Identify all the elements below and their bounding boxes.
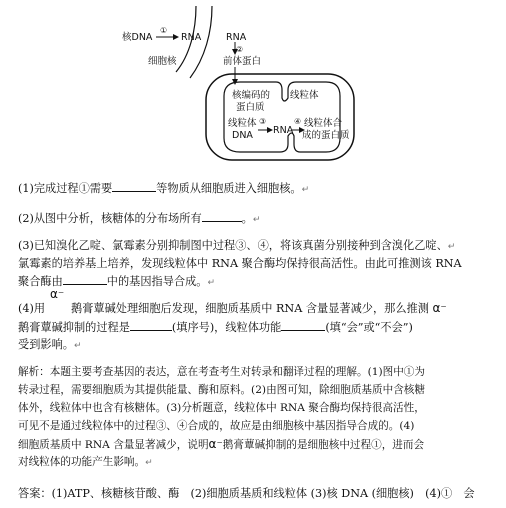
label-nuclear-dna: 核DNA xyxy=(122,32,153,43)
blank-q2 xyxy=(202,210,242,222)
label-mt-protein-1: 线粒体合 xyxy=(304,118,343,129)
analysis-line-4: 可见不是通过线粒体中的过程③、④合成的，故应是由细胞核中基因指导合成的。(4) xyxy=(18,420,415,432)
alpha-superscript: α⁻ xyxy=(50,287,65,301)
label-rna-mito: RNA xyxy=(273,125,294,136)
label-rna-cytoplasm: RNA xyxy=(226,32,247,43)
label-mt-dna-2: DNA xyxy=(232,130,253,141)
label-precursor-protein: 前体蛋白 xyxy=(223,56,262,67)
label-nuclear-encoded-2: 蛋白质 xyxy=(236,102,265,113)
question-3-line-2: 氯霉素的培养基上培养，发现线粒体中 RNA 聚合酶均保持很高活性。由此可推测该 RNA xyxy=(18,257,462,270)
blank-q1 xyxy=(112,180,156,192)
label-mitochondrion: 线粒体 xyxy=(290,90,319,101)
question-4-line-1: (4)用 鹅膏蕈碱处理细胞后发现，细胞质基质中 RNA 含量显著减少，那么推测 α⁻ xyxy=(18,301,447,315)
analysis-line-5: 细胞质基质中 RNA 含量显著减少，说明α⁻鹅膏蕈碱抑制的是细胞核中过程①，进而会 xyxy=(18,437,425,451)
label-mt-dna-1: 线粒体 xyxy=(228,118,257,129)
question-2: (2)从图中分析，核糖体的分布场所有 。↵ xyxy=(18,212,261,225)
label-step3: ③ xyxy=(259,117,267,126)
question-3-line-3: 聚合酶由 中的基因指导合成。↵ xyxy=(18,275,216,288)
question-4-line-3: 受到影响。↵ xyxy=(18,338,82,351)
analysis-line-6: 对线粒体的功能产生影响。↵ xyxy=(18,456,153,468)
label-step2: ② xyxy=(236,45,244,54)
question-4-line-2: 鹅膏蕈碱抑制的过程是 (填序号)，线粒体功能 (填“会”或“不会”) xyxy=(18,321,413,334)
gene-expression-diagram xyxy=(0,0,506,178)
answer-line: 答案：(1)ATP、核糖核苷酸、酶 (2)细胞质基质和线粒体 (3)核 DNA (细胞核) (4)① 会 xyxy=(18,487,475,500)
blank-q4-process xyxy=(130,319,172,331)
label-nucleus: 细胞核 xyxy=(148,56,177,67)
mitochondrion-outer xyxy=(206,74,354,160)
question-3-line-1: (3)已知溴化乙啶、氯霉素分别抑制图中过程③、④，将该真菌分别接种到含溴化乙啶、↵ xyxy=(18,239,456,252)
label-nuclear-encoded-1: 核编码的 xyxy=(232,90,271,101)
question-1: (1)完成过程①需要 等物质从细胞质进入细胞核。↵ xyxy=(18,182,310,195)
label-step1: ① xyxy=(160,26,168,35)
analysis-line-1: 解析：本题主要考查基因的表达，意在考查考生对转录和翻译过程的理解。(1)图中①为 xyxy=(18,366,425,378)
analysis-line-3: 体外，线粒体中也含有核糖体。(3)分析题意，线粒体中 RNA 聚合酶均保持很高活性， xyxy=(18,402,425,414)
blank-q3 xyxy=(63,273,107,285)
analysis-line-2: 转录过程，需要细胞质为其提供能量、酶和原料。(2)由图可知，除细胞质基质中含核糖 xyxy=(18,384,425,396)
blank-q4-function xyxy=(281,319,325,331)
label-rna-nucleus: RNA xyxy=(181,32,202,43)
label-step4: ④ xyxy=(294,117,302,126)
label-mt-protein-2: 成的蛋白质 xyxy=(302,130,350,141)
